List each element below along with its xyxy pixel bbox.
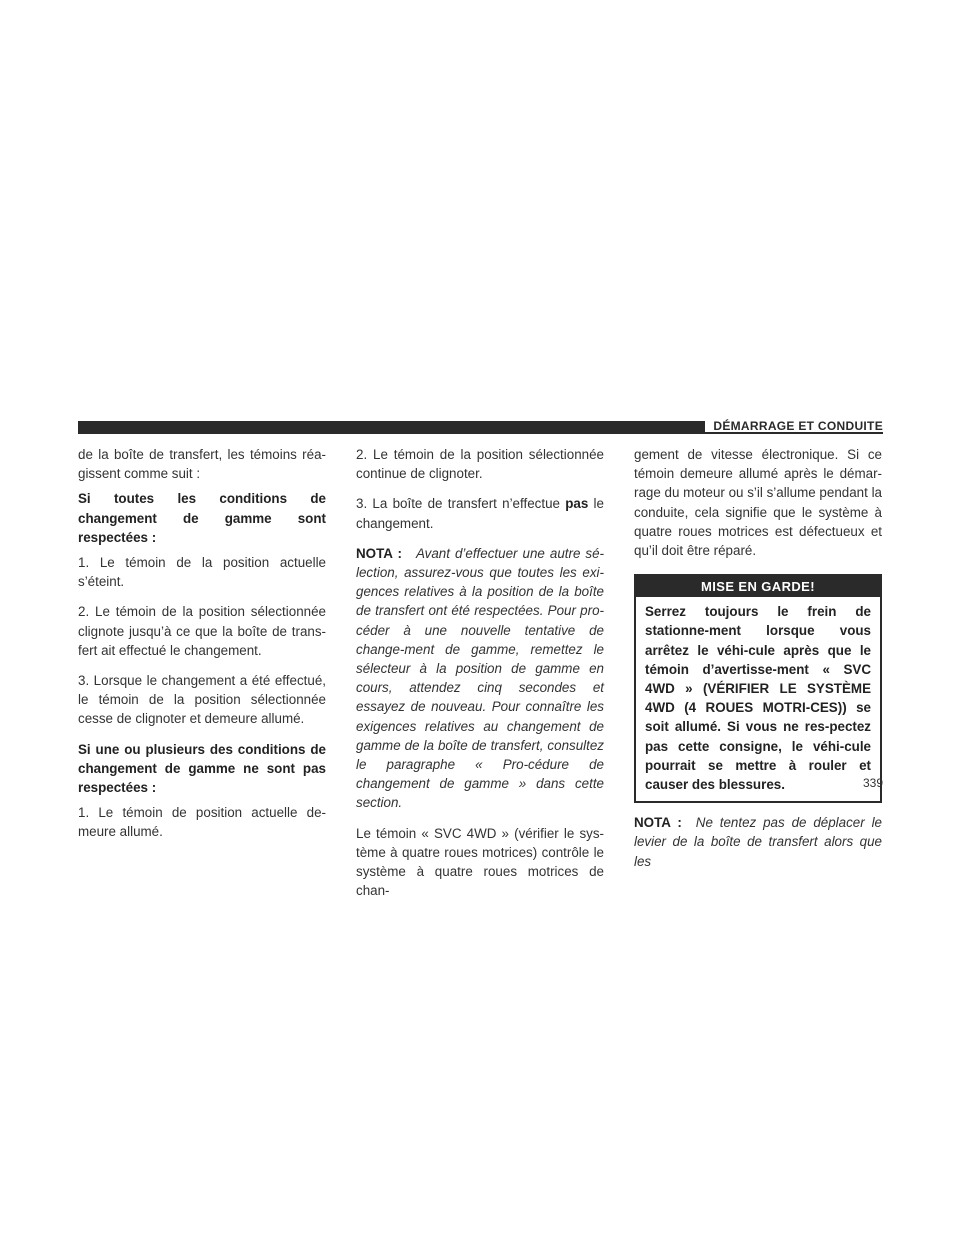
paragraph: gement de vitesse électronique. Si ce témoin demeure allumé après le démar-rage du moteur ou s’il s’allume pendant la conduite, cela signifie que le système à quatre roues motrices est défectueux et qu’il doit être réparé. xyxy=(634,447,882,559)
column-2 xyxy=(356,445,604,911)
warning-text: Serrez toujours le frein de stationne-ment lorsque vous arrêtez le véhi-cule après que le témoin d’avertisse-ment « SVC 4WD » (VÉRIFIER LE SYSTÈME 4WD (4 ROUES MOTRI-CES)) se soit allumé. Si vous ne res-pectez pas cette consigne, le véhi-cule pourrait se mettre à rouler et causer des blessures. xyxy=(645,604,871,793)
emphasis: pas xyxy=(565,496,589,512)
note-label: NOTA : xyxy=(634,815,682,831)
subheading: Si une ou plusieurs des conditions de changement de gamme ne sont pas respectées : xyxy=(78,741,326,796)
note-label: NOTA : xyxy=(356,545,402,561)
paragraph: 2. Le témoin de la position sélectionnée continue de clignoter. xyxy=(356,447,604,482)
section-title: DÉMARRAGE ET CONDUITE xyxy=(713,419,883,433)
warning-box xyxy=(634,574,882,803)
paragraph: 3. Lorsque le changement a été effectué, le témoin de la position sélectionnée cesse de clignoter et demeure allumé. xyxy=(78,673,326,727)
paragraph: de la boîte de transfert, les témoins réa-gissent comme suit : xyxy=(78,447,326,482)
paragraph: 1. Le témoin de position actuelle de-meure allumé. xyxy=(78,805,326,840)
note-text: Avant d’effectuer une autre sé-lection, assurez-vous que toutes les exi-gences relatives à la position de la boîte de transfert ont été respectées. Pour pro-céder à une nouvelle tentative de change-ment de gamme, remettez le sélecteur à la position de gamme en cours, attendez cinq secondes et essayez de nouveau. Pour connaître les exigences relatives au changement de gamme de la boîte de transfert, consultez le paragraphe « Pro-cédure de changement de gamme » dans cette section. xyxy=(356,545,605,811)
paragraph: 2. Le témoin de la position sélectionnée clignote jusqu’à ce que la boîte de trans-fert ait effectué le changement. xyxy=(78,604,326,658)
subheading: Si toutes les conditions de changement de gamme sont respectées : xyxy=(78,491,326,545)
column-1 xyxy=(78,445,326,853)
paragraph: Le témoin « SVC 4WD » (vérifier le sys-tème à quatre roues motrices) contrôle le système à quatre roues motrices de chan- xyxy=(356,825,604,899)
header-rule xyxy=(78,421,705,434)
column-3 xyxy=(634,445,882,882)
note-text: Ne tentez pas de déplacer le levier de la boîte de transfert alors que les xyxy=(634,815,882,869)
page-number: 339 xyxy=(862,776,883,790)
paragraph: 1. Le témoin de la position actuelle s’éteint. xyxy=(78,555,326,590)
paragraph xyxy=(356,494,604,532)
note xyxy=(634,813,882,871)
text-run: 3. La boîte de transfert n’effectue xyxy=(356,496,566,512)
note xyxy=(356,544,604,813)
text-run: le changement. xyxy=(356,496,604,531)
warning-title: MISE EN GARDE! xyxy=(636,576,880,597)
